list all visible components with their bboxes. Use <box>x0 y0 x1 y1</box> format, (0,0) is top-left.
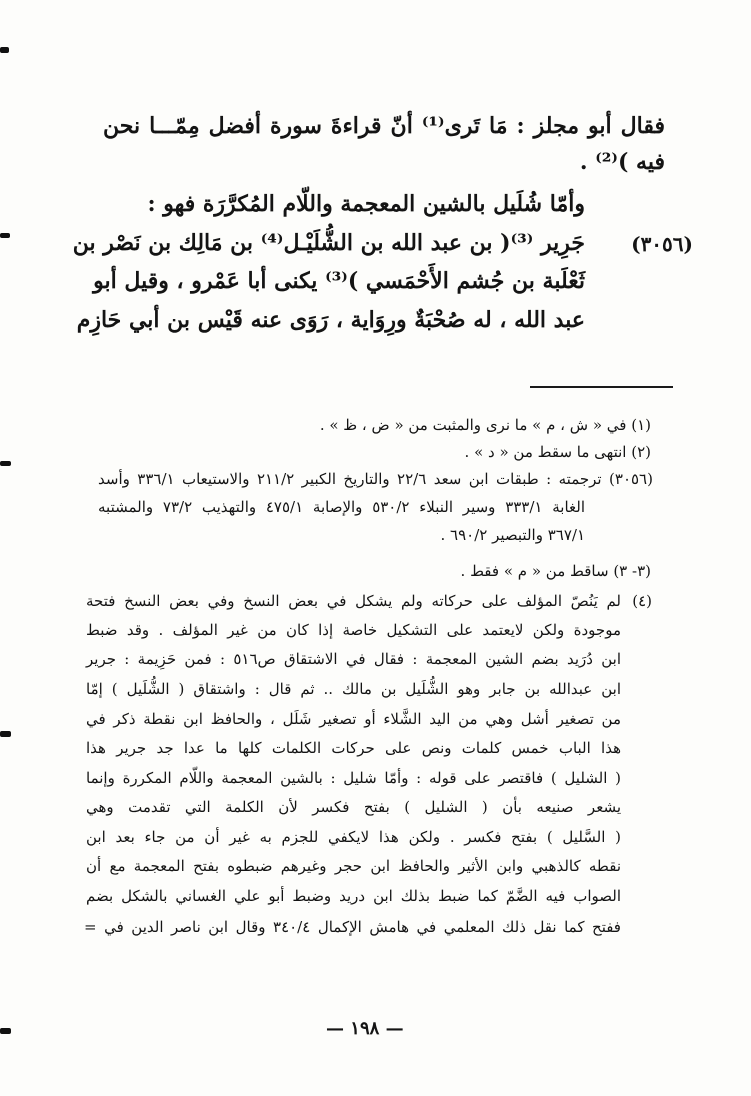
entry-number: (٣٠٥٦) <box>631 232 693 256</box>
footnote-separator <box>530 386 673 388</box>
scan-mark <box>0 461 11 466</box>
footnote: الغابة ٣٣٣/١ وسير النبلاء ٥٣٠/٢ والإصابة ٤٧٥/١ والتهذيب ٧٣/٢ والمشتبه <box>98 498 585 516</box>
footnote-line: لم يَنُصّ المؤلف على حركاته ولم يشكل في بعض النسخ وفي بعض النسخ فتحة <box>86 592 621 610</box>
footnote-line: ( الشليل ) فاقتصر على قوله : وأمّا شليل : بالشين المعجمة واللّام المكررة وإنما <box>86 769 621 787</box>
footnote-line: يشعر صنيعه بأن ( الشليل ) بفتح فكسر لأن الكلمة التي تقدمت وهي <box>86 798 621 816</box>
footnote: ٣٦٧/١ والتبصير ٦٩٠/٢ . <box>440 526 585 544</box>
footnote: (٢) انتهى ما سقط من « د » . <box>464 443 651 461</box>
footnote-line: ( السَّليل ) بفتح فكسر . ولكن هذا لايكفي للجزم به غير أن من جاء بعد ابن <box>86 828 621 846</box>
footnote-line: موجودة ولكن لايعتمد على التشكيل خاصة إذا كان من غير المؤلف . وقد ضبط <box>86 621 621 639</box>
footnote-line: نقطه كالذهبي وابن الأثير والحافظ ابن حجر وغيرهم ضبطوه بفتح المعجمة مع أن <box>86 857 621 875</box>
footnote-line: ابن دُرَيد بضم الشين المعجمة : فقال في الاشتقاق ص٥١٦ : فمن حَزِيمة : جرير <box>86 650 621 668</box>
footnote-line: الصواب فيه الضَّمّ كما ضبط بذلك ابن دريد وضبط أبو علي الغساني بالشكل بضم <box>86 887 621 905</box>
footnote-line: ابن عبدالله بن جابر وهو الشُّلَيل بن مالك .. ثم قال : واشتقاق ( الشُّلَيل ) إمّا <box>86 680 621 698</box>
scan-mark <box>0 47 9 53</box>
main-text-line: فقال أبو مجلز : مَا تَرى⁽¹⁾ أنّ قراءةَ سورة أفضل مِمّـــا نحن <box>103 113 665 139</box>
scan-mark <box>0 1028 11 1034</box>
footnote: (٣- ٣) ساقط من « م » فقط . <box>460 562 651 580</box>
footnote: (٣٠٥٦) ترجمته : طبقات ابن سعد ٢٢/٦ والتاريخ الكبير ٢١١/٢ والاستيعاب ٣٣٦/١ وأسد <box>98 470 653 488</box>
footnote-line: من تصغير أشل وهي من اليد الشَّلاء أو تصغير شَلَل ، والحافظ ابن نقطة ذكر في <box>86 710 621 728</box>
page-number: — ١٩٨ — <box>326 1018 404 1039</box>
main-text-line: وأمّا شُلَيل بالشين المعجمة واللّام المُكرَّرَة فهو : <box>147 191 585 217</box>
main-text-line: عبد الله ، له صُحْبَةٌ ورِوَاية ، رَوَى عنه قَيْس بن أبي حَازِم <box>76 307 585 333</box>
footnote-line: هذا الباب خمس كلمات ونص على حركات الكلمات كلها ما عدا جد جرير هذا <box>86 739 621 757</box>
footnote-line: ففتح كما نقل ذلك المعلمي في هامش الإكمال ٣٤٠/٤ وقال ابن ناصر الدين في = <box>84 918 621 936</box>
scan-mark <box>0 233 10 238</box>
main-text-line: فيه )⁽²⁾ . <box>579 149 665 175</box>
main-text-line: ثَعْلَبة بن جُشم الأَحْمَسي )⁽³⁾ يكنى أبا عَمْرو ، وقيل أبو <box>93 268 585 294</box>
main-text-line: جَرِير ⁽³⁾( بن عبد الله بن الشُّلَيْـل⁽⁴⁾ بن مَالِك بن نَصْر بن <box>72 230 585 256</box>
footnote: (١) في « ش ، م » ما نرى والمثبت من « ض ، ظ » . <box>319 416 651 434</box>
scan-mark <box>0 731 11 737</box>
footnote-number: (٤) <box>632 592 652 610</box>
